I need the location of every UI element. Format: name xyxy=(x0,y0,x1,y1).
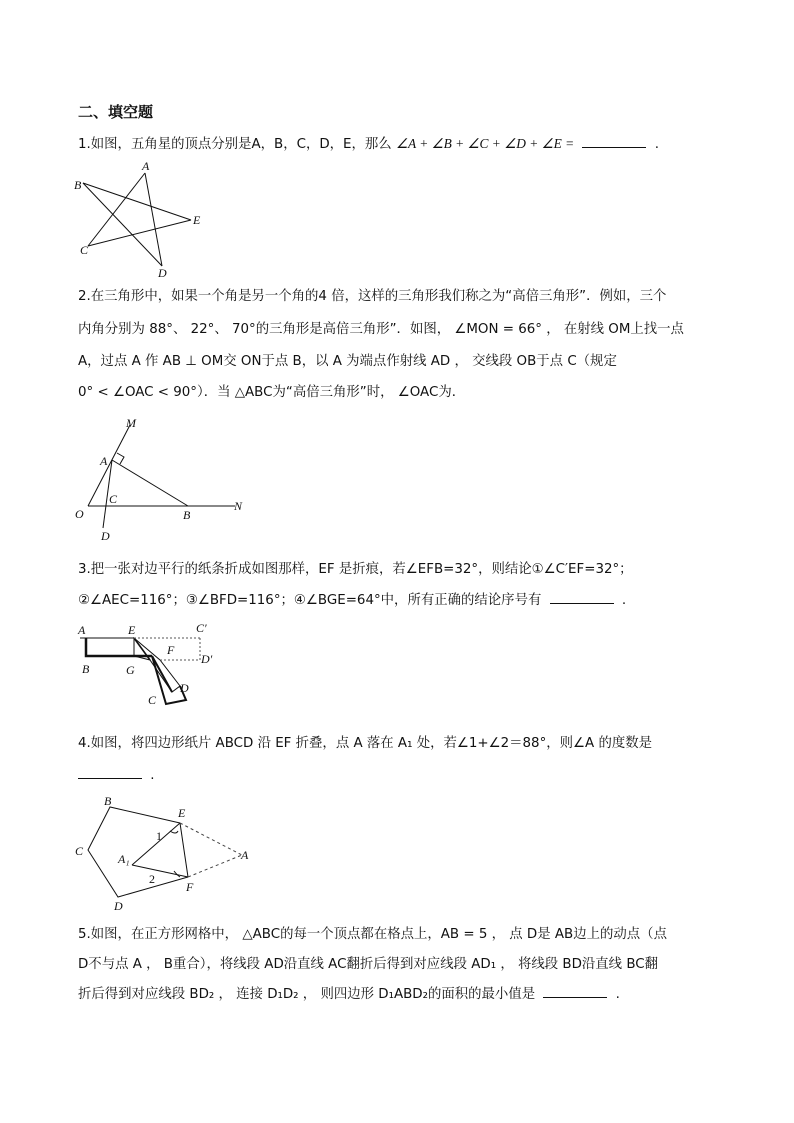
q5-line-2: D不与点 A ， B重合），将线段 AD沿直线 AC翻折后得到对应线段 AD₁ ， 将线段 BD沿直线 BC翻 xyxy=(78,957,659,972)
q4-quadrilateral-figure xyxy=(70,795,260,917)
q4-line-1: 4.如图，将四边形纸片 ABCD 沿 EF 折叠，点 A 落在 A₁ 处，若∠1+∠2＝88°，则∠A 的度数是 xyxy=(78,736,653,751)
q4-label-c: C xyxy=(75,844,84,858)
q3-label-d: D xyxy=(180,681,189,695)
q4-label-a: A xyxy=(241,848,249,862)
question-3-line-2 xyxy=(78,591,626,611)
q2-label-c: C xyxy=(109,492,118,506)
q4-label-e: E xyxy=(178,806,186,820)
q4-edge-a1-f xyxy=(132,865,188,877)
q3-line-1: 3.把一张对边平行的纸条折成如图那样，EF 是折痕，若∠EFB=32°，则结论①∠C′EF=32°； xyxy=(78,562,633,577)
q2-angle-figure xyxy=(70,413,255,543)
q2-label-n: N xyxy=(234,499,243,513)
q4-label-angle-2: 2 xyxy=(149,872,155,886)
q2-line-3: A，过点 A 作 AB ⊥ OM交 ON于点 B，以 A 为端点作射线 AD ， 交线段 OB于点 C（规定 xyxy=(78,354,617,369)
q3-label-e: E xyxy=(128,623,136,637)
q3-edge-gc xyxy=(152,656,172,692)
q1-text-before: 1.如图，五角星的顶点分别是A，B，C，D，E，那么 xyxy=(78,137,392,152)
q3-label-d-prime: D′ xyxy=(201,652,213,666)
q2-line-4: 0° < ∠OAC < 90°）．当 △ABC为“高倍三角形”时， ∠OAC为． xyxy=(78,385,466,400)
q3-label-g: G xyxy=(126,663,135,677)
q4-quadrilateral-edges xyxy=(88,807,188,897)
q3-label-a: A xyxy=(78,623,86,637)
q1-label-a: A xyxy=(142,159,150,173)
q1-label-d: D xyxy=(158,266,167,280)
q2-segment-ab xyxy=(112,460,188,506)
q3-folded-strip-figure xyxy=(70,618,230,708)
q2-line-1: 2.在三角形中，如果一个角是另一个角的4 倍，这样的三角形我们称之为“高倍三角形”．例如，三个 xyxy=(78,289,667,304)
q1-line-ca xyxy=(88,173,145,246)
q4-answer-blank[interactable] xyxy=(78,766,142,779)
q1-pentagram-figure xyxy=(70,158,210,283)
q3-label-f: F xyxy=(167,643,175,657)
q2-label-a: A xyxy=(100,454,108,468)
q1-expression: ∠A + ∠B + ∠C + ∠D + ∠E = xyxy=(395,136,575,151)
q5-line-3-text: 折后得到对应线段 BD₂ ， 连接 D₁D₂ ， 则四边形 D₁ABD₂的面积的最小值是 xyxy=(78,987,536,1002)
q5-answer-blank[interactable] xyxy=(543,985,607,998)
q1-line-ad xyxy=(145,173,162,266)
q2-label-o: O xyxy=(75,507,84,521)
q3-bottom-strip xyxy=(86,638,152,656)
q3-label-c-prime: C′ xyxy=(196,621,207,635)
q4-line-2-after: . xyxy=(150,768,155,783)
q4-label-d: D xyxy=(114,899,123,913)
question-5-line-3 xyxy=(78,985,620,1005)
q1-line-be xyxy=(83,183,191,220)
question-1-text xyxy=(78,134,659,155)
q5-line-1: 5.如图，在正方形网格中， △ABC的每一个顶点都在格点上，AB = 5 ， 点 D是 AB边上的动点（点 xyxy=(78,927,667,942)
q4-label-a1: A₁ xyxy=(118,852,130,866)
q1-label-b: B xyxy=(74,178,82,192)
q3-line-2-after: . xyxy=(621,593,627,608)
q3-label-b: B xyxy=(82,662,90,676)
q1-label-e: E xyxy=(193,213,201,227)
q5-line-3-after: . xyxy=(615,987,620,1002)
q4-crease-ef xyxy=(180,823,188,877)
section-title: 二、填空题 xyxy=(78,103,154,121)
q4-dashed-fa xyxy=(188,855,242,877)
q4-label-f: F xyxy=(186,880,194,894)
q4-angle-1-arc xyxy=(170,831,178,833)
q1-line-db xyxy=(83,183,162,266)
q1-answer-blank[interactable] xyxy=(582,135,646,148)
q4-dashed-ea xyxy=(180,823,242,855)
q2-label-m: M xyxy=(126,416,136,430)
q1-text-after: . xyxy=(654,137,659,152)
q2-label-d: D xyxy=(101,529,110,543)
q4-label-angle-1: 1 xyxy=(156,829,162,843)
q3-label-c: C xyxy=(148,693,157,707)
q2-line-2: 内角分别为 88°、 22°、 70°的三角形是高倍三角形”．如图， ∠MON = 66° ， 在射线 OM上找一点 xyxy=(78,322,684,337)
question-4-line-2 xyxy=(78,766,155,786)
q1-label-c: C xyxy=(80,243,89,257)
q2-label-b: B xyxy=(183,508,191,522)
q3-answer-blank[interactable] xyxy=(550,591,614,604)
q4-label-b: B xyxy=(104,795,112,808)
q2-right-angle-mark xyxy=(117,453,124,464)
q3-line-2-text: ②∠AEC=116°；③∠BFD=116°；④∠BGE=64°中，所有正确的结论序号有 xyxy=(78,593,542,608)
